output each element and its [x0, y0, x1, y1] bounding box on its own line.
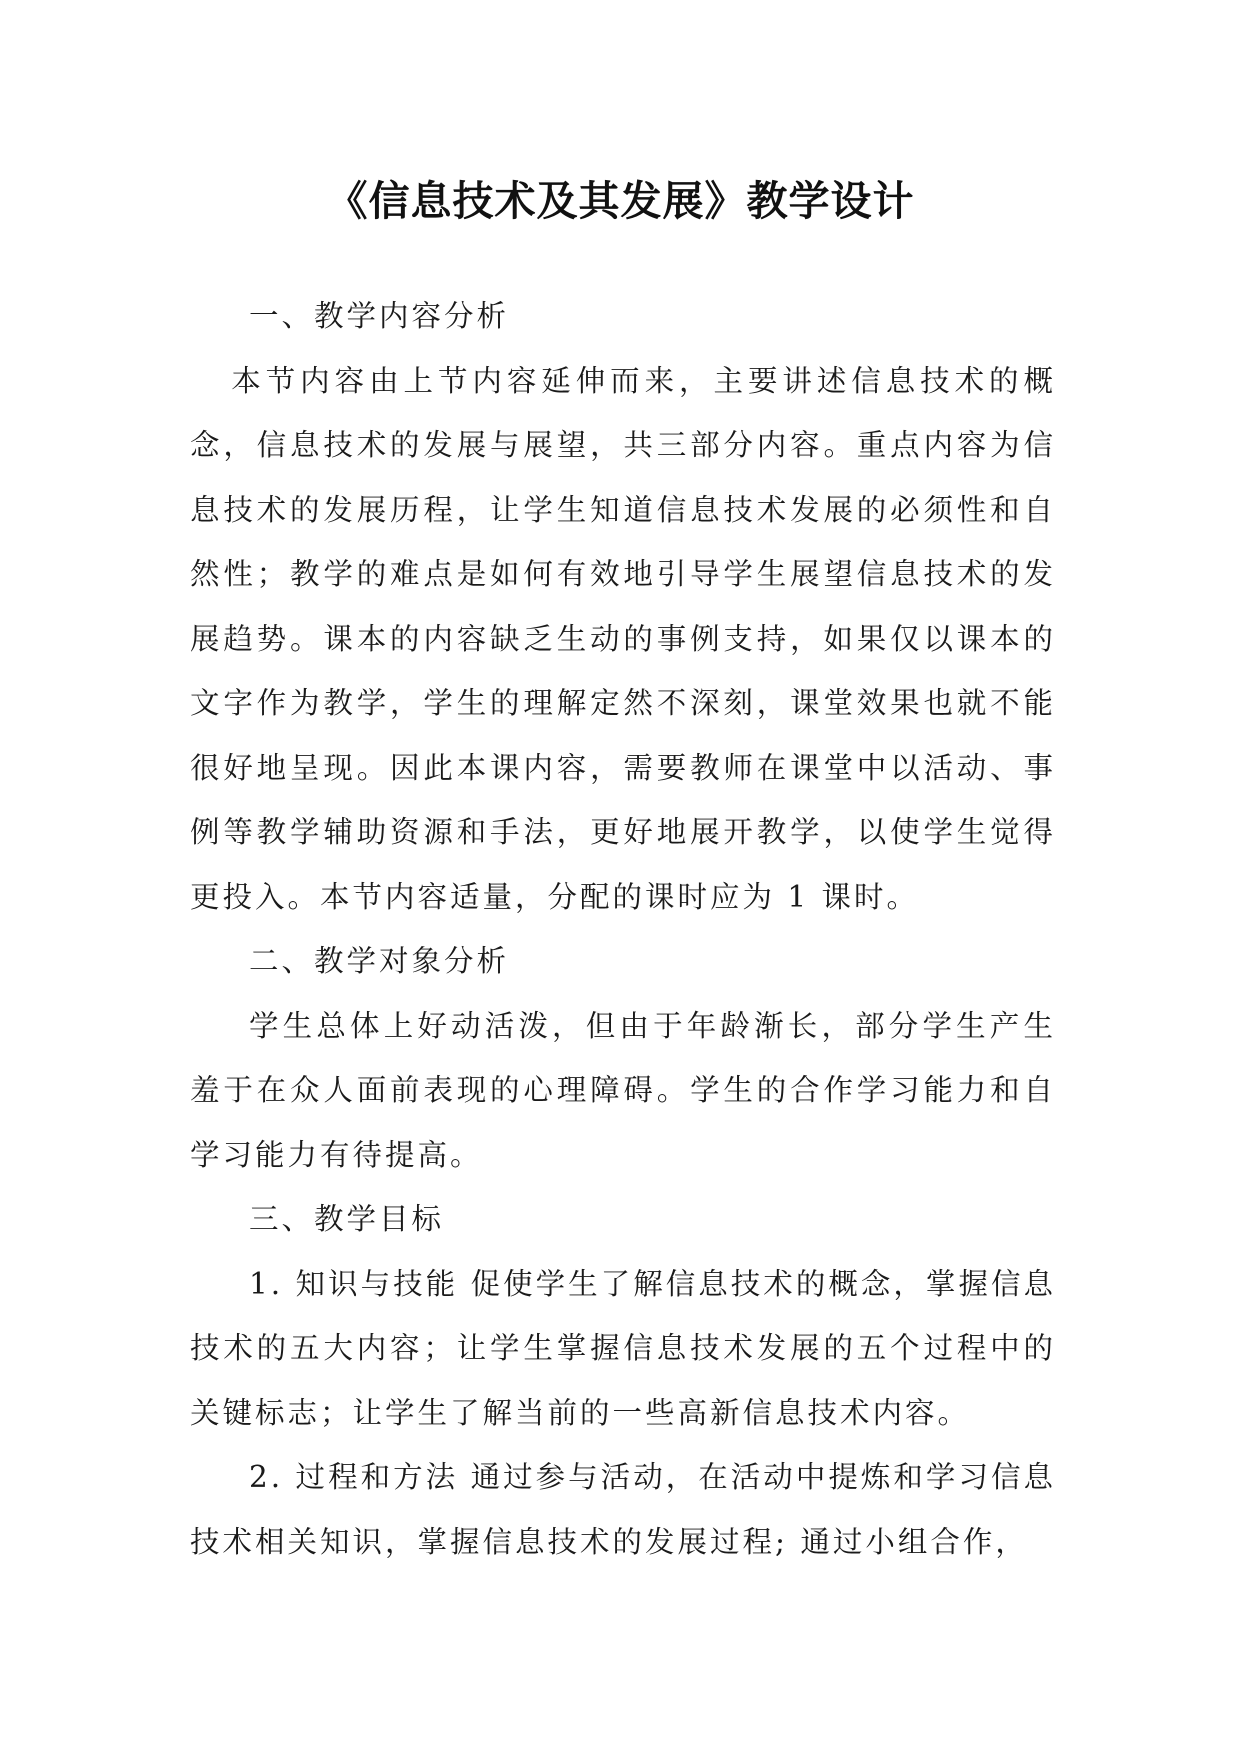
document-title: 《信息技术及其发展》教学设计 — [326, 177, 915, 225]
section-heading-content-analysis: 一、教学内容分析 — [249, 299, 510, 333]
paragraph-goal-process-methods: 2. 过程和方法 通过参与活动，在活动中提炼和学习信息技术相关知识，掌握信息技术的发展过程; 通过小组合作， — [190, 1460, 1056, 1559]
document-body — [190, 284, 1056, 1574]
paragraph-audience-analysis: 学生总体上好动活泼，但由于年龄渐长，部分学生产生羞于在众人面前表现的心理障碍。学生的合作学习能力和自学习能力有待提高。 — [190, 1008, 1056, 1172]
paragraph-goal-knowledge-skills: 1. 知识与技能 促使学生了解信息技术的概念，掌握信息技术的五大内容；让学生掌握信息技术发展的五个过程中的关键标志；让学生了解当前的一些高新信息技术内容。 — [190, 1266, 1056, 1430]
paragraph-content-analysis: 本节内容由上节内容延伸而来，主要讲述信息技术的概念，信息技术的发展与展望，共三部分内容。重点内容为信息技术的发展历程，让学生知道信息技术发展的必须性和自然性；教学的难点是如何有效地引导学生展望信息技术的发展趋势。课本的内容缺乏生动的事例支持，如果仅以课本的文字作为教学，学生的理解定然不深刻，课堂效果也就不能很好地呈现。因此本课内容，需要教师在课堂中以活动、事例等教学辅助资源和手法，更好地展开教学，以使学生觉得更投入。本节内容适量，分配的课时应为 1 课时。 — [190, 363, 1056, 914]
section-heading-teaching-goals: 三、教学目标 — [249, 1202, 445, 1236]
section-heading-audience-analysis: 二、教学对象分析 — [249, 944, 510, 978]
